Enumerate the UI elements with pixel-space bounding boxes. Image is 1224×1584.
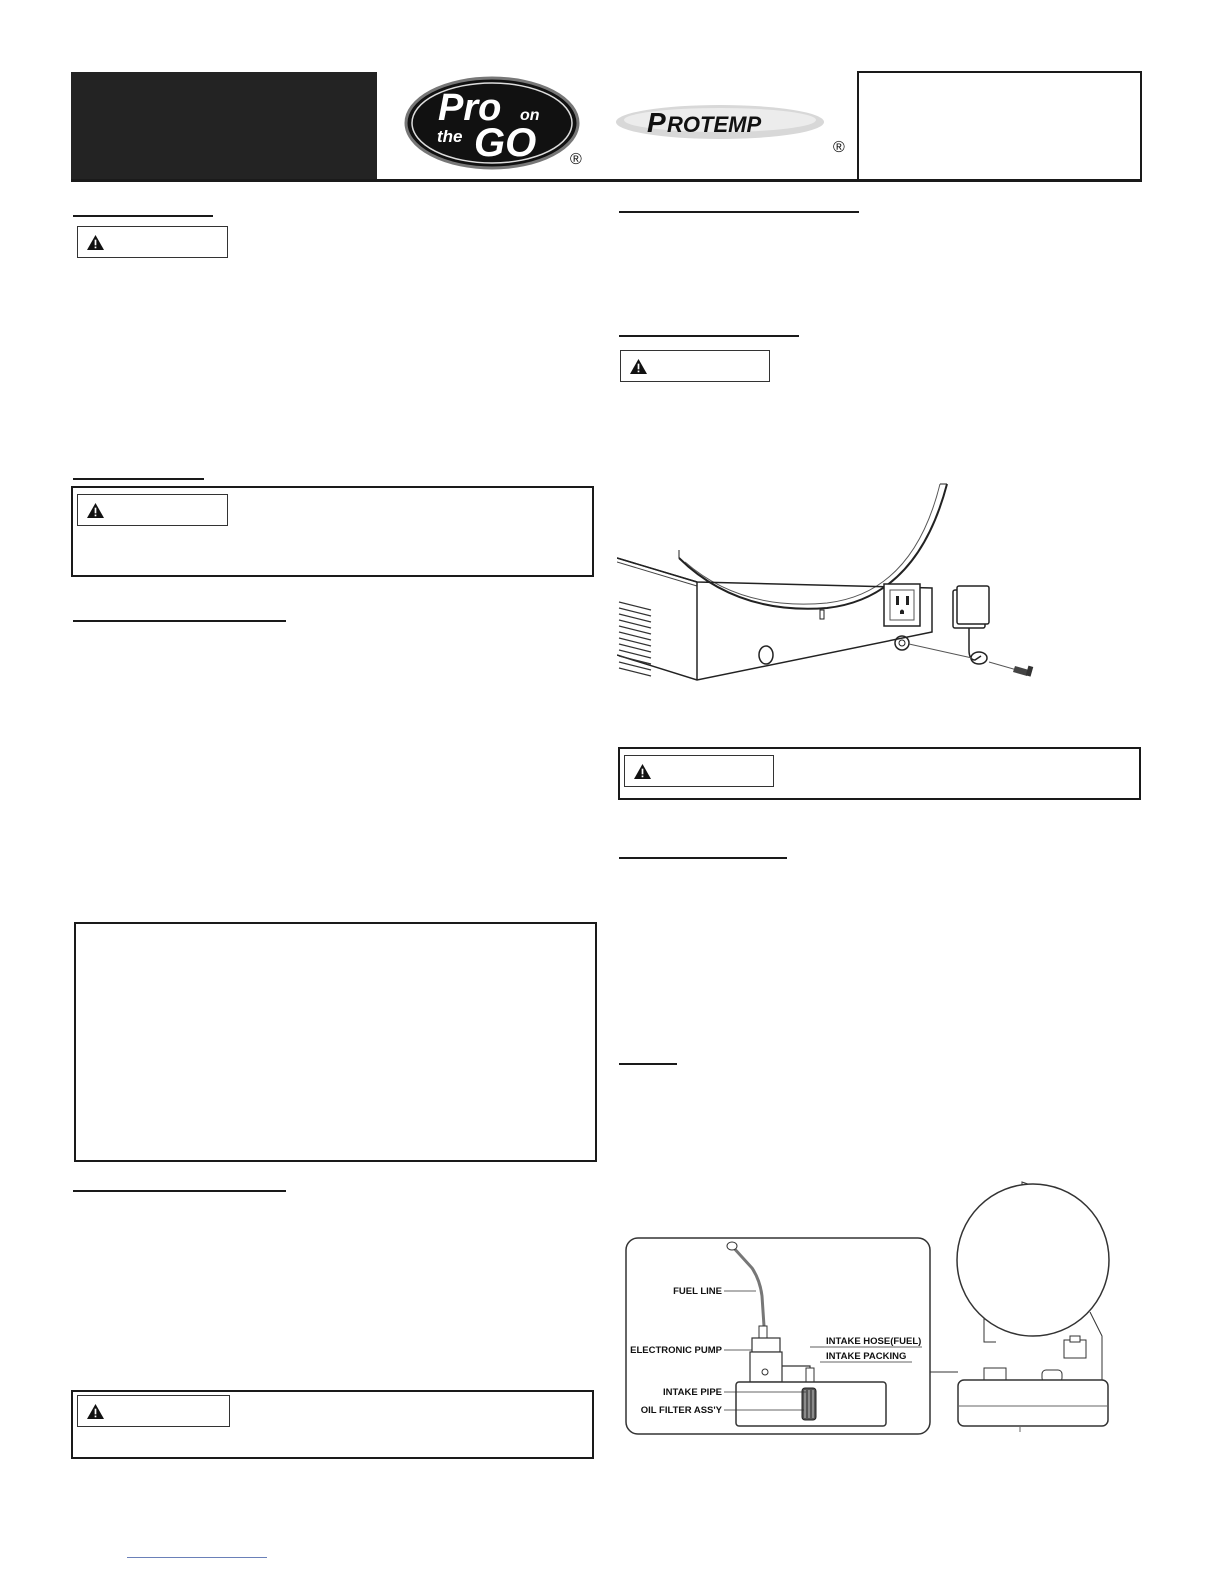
warning-label <box>624 755 774 787</box>
warning-label <box>77 1395 230 1427</box>
screw-icon <box>989 662 1033 677</box>
warning-triangle-icon <box>86 1403 105 1420</box>
warning-label <box>620 350 770 382</box>
section-heading-rule-7 <box>619 857 787 859</box>
svg-text:®: ® <box>833 139 845 154</box>
protemp-logo <box>615 94 855 154</box>
svg-text:ROTEMP: ROTEMP <box>667 112 762 137</box>
section-heading-rule-1 <box>73 215 213 217</box>
label-electronic-pump: ELECTRONIC PUMP <box>630 1345 722 1356</box>
label-fuel-line: FUEL LINE <box>673 1286 722 1297</box>
section-heading-rule-5 <box>619 211 859 213</box>
header-rule <box>71 179 1141 182</box>
svg-text:GO: GO <box>474 121 537 165</box>
svg-text:P: P <box>647 107 666 138</box>
warning-triangle-icon <box>86 234 105 251</box>
warning-triangle-icon <box>629 358 648 375</box>
section-heading-rule-4 <box>73 1190 286 1192</box>
warning-label <box>77 226 228 258</box>
svg-text:the: the <box>437 127 463 146</box>
pro-on-the-go-logo <box>404 76 590 170</box>
grounding-illustration <box>617 480 1047 712</box>
section-heading-rule-8 <box>619 1063 677 1065</box>
section-heading-rule-2 <box>73 478 204 480</box>
label-oil-filter: OIL FILTER ASS'Y <box>640 1405 722 1416</box>
fuel-system-illustration <box>624 1176 1124 1438</box>
section-heading-rule-3 <box>73 620 286 622</box>
header-info-box <box>857 71 1142 182</box>
warning-label <box>77 494 228 526</box>
footer-link-underline[interactable] <box>127 1557 267 1558</box>
warning-triangle-icon <box>86 502 105 519</box>
notice-frame <box>74 922 597 1162</box>
label-intake-hose: INTAKE HOSE(FUEL) <box>826 1336 922 1347</box>
label-intake-pipe: INTAKE PIPE <box>663 1387 722 1398</box>
electrical-outlet-icon <box>884 584 920 626</box>
svg-text:®: ® <box>570 151 582 168</box>
svg-text:on: on <box>520 107 540 124</box>
label-intake-packing: INTAKE PACKING <box>826 1351 907 1362</box>
warning-triangle-icon <box>633 763 652 780</box>
section-heading-rule-6 <box>619 335 799 337</box>
svg-text:Pro: Pro <box>438 87 502 129</box>
header-dark-panel <box>71 72 377 180</box>
